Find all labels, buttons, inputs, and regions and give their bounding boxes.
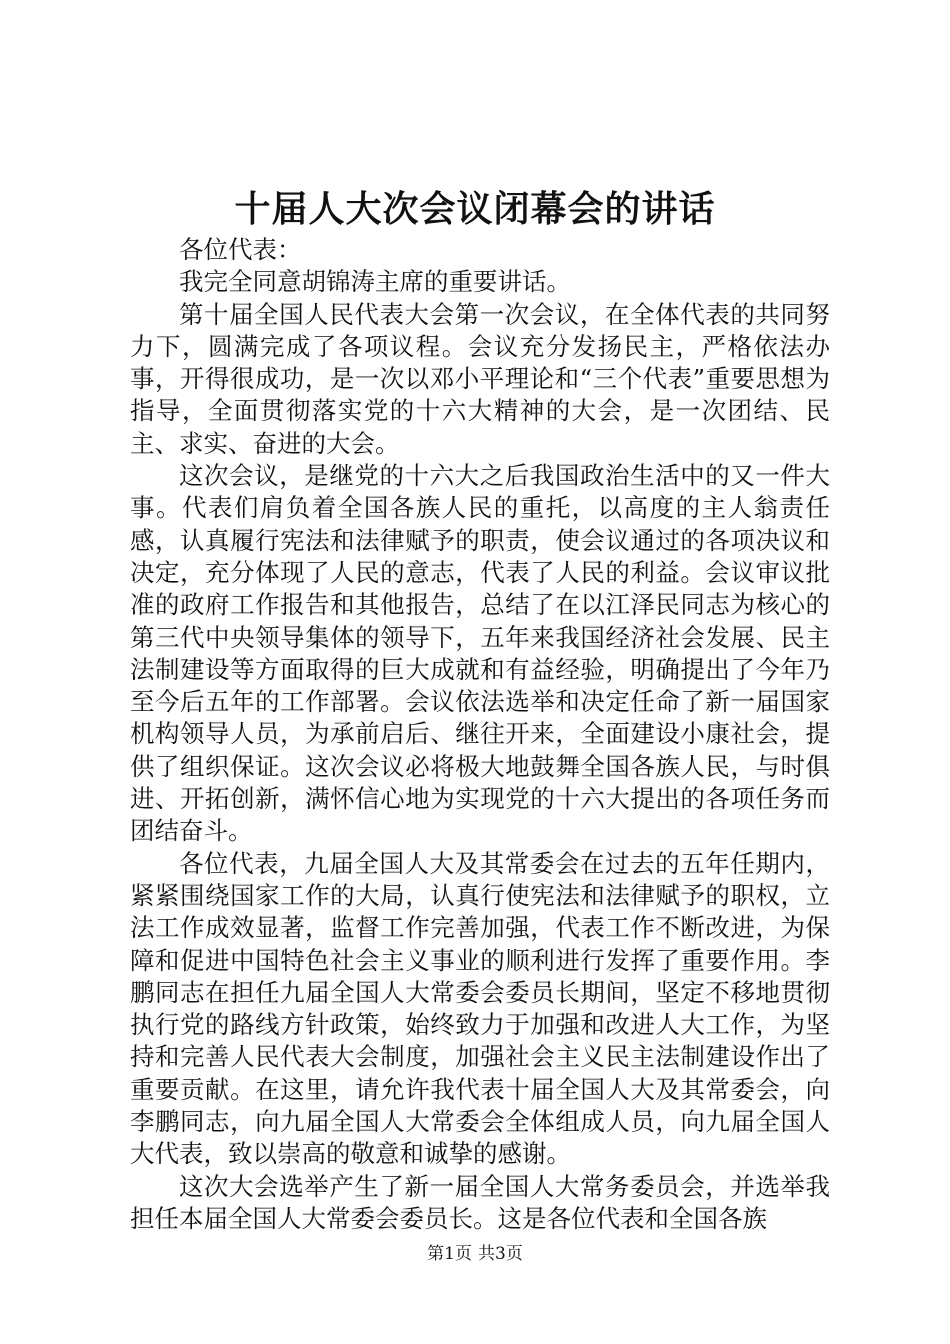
paragraph-ninth-npc-review: 各位代表，九届全国人大及其常委会在过去的五年任期内，紧紧围绕国家工作的大局，认真行使宪法和法律赋予的职权，立法工作成效显著，监督工作完善加强，代表工作不断改进，为保障和促进中国特色社会主义事业的顺利进行发挥了重要作用。李鹏同志在担任九届全国人大常委会委员长期间，坚定不移地贯彻执行党的路线方针政策，始终致力于加强和改进人大工作，为坚持和完善人民代表大会制度，加强社会主义民主法制建设作出了重要贡献。在这里，请允许我代表十届全国人大及其常委会，向李鹏同志，向九届全国人大常委会全体组成人员，向九届全国人大代表，致以崇高的敬意和诚挚的感谢。	[130, 848, 830, 1169]
page-number: 第1页	[427, 1244, 472, 1264]
paragraph-session-summary: 第十届全国人民代表大会第一次会议，在全体代表的共同努力下，圆满完成了各项议程。会议充分发扬民主，严格依法办事，开得很成功，是一次以邓小平理论和“三个代表”重要思想为指导，全面贯彻落实党的十六大精神的大会，是一次团结、民主、求实、奋进的大会。	[130, 299, 830, 458]
paragraph-election: 这次大会选举产生了新一届全国人大常务委员会，并选举我担任本届全国人大常委会委员长。这是各位代表和全国各族	[130, 1171, 830, 1233]
page-total: 共3页	[478, 1244, 523, 1264]
paragraph-salutation: 各位代表：	[179, 235, 302, 264]
paragraph-session-significance: 这次会议，是继党的十六大之后我国政治生活中的又一件大事。代表们肩负着全国各族人民的重托，以高度的主人翁责任感，认真履行宪法和法律赋予的职责，使会议通过的各项决议和决定，充分体现了人民的意志，代表了人民的利益。会议审议批准的政府工作报告和其他报告，总结了在以江泽民同志为核心的第三代中央领导集体的领导下，五年来我国经济社会发展、民主法制建设等方面取得的巨大成就和有益经验，明确提出了今年乃至今后五年的工作部署。会议依法选举和决定任命了新一届国家机构领导人员，为承前启后、继往开来，全面建设小康社会，提供了组织保证。这次会议必将极大地鼓舞全国各族人民，与时俱进、开拓创新，满怀信心地为实现党的十六大提出的各项任务而团结奋斗。	[130, 461, 830, 846]
document-body	[130, 234, 830, 1235]
document-title: 十届人大次会议闭幕会的讲话	[234, 188, 716, 230]
page-footer	[0, 1243, 950, 1265]
paragraph-agreement: 我完全同意胡锦涛主席的重要讲话。	[179, 267, 571, 297]
